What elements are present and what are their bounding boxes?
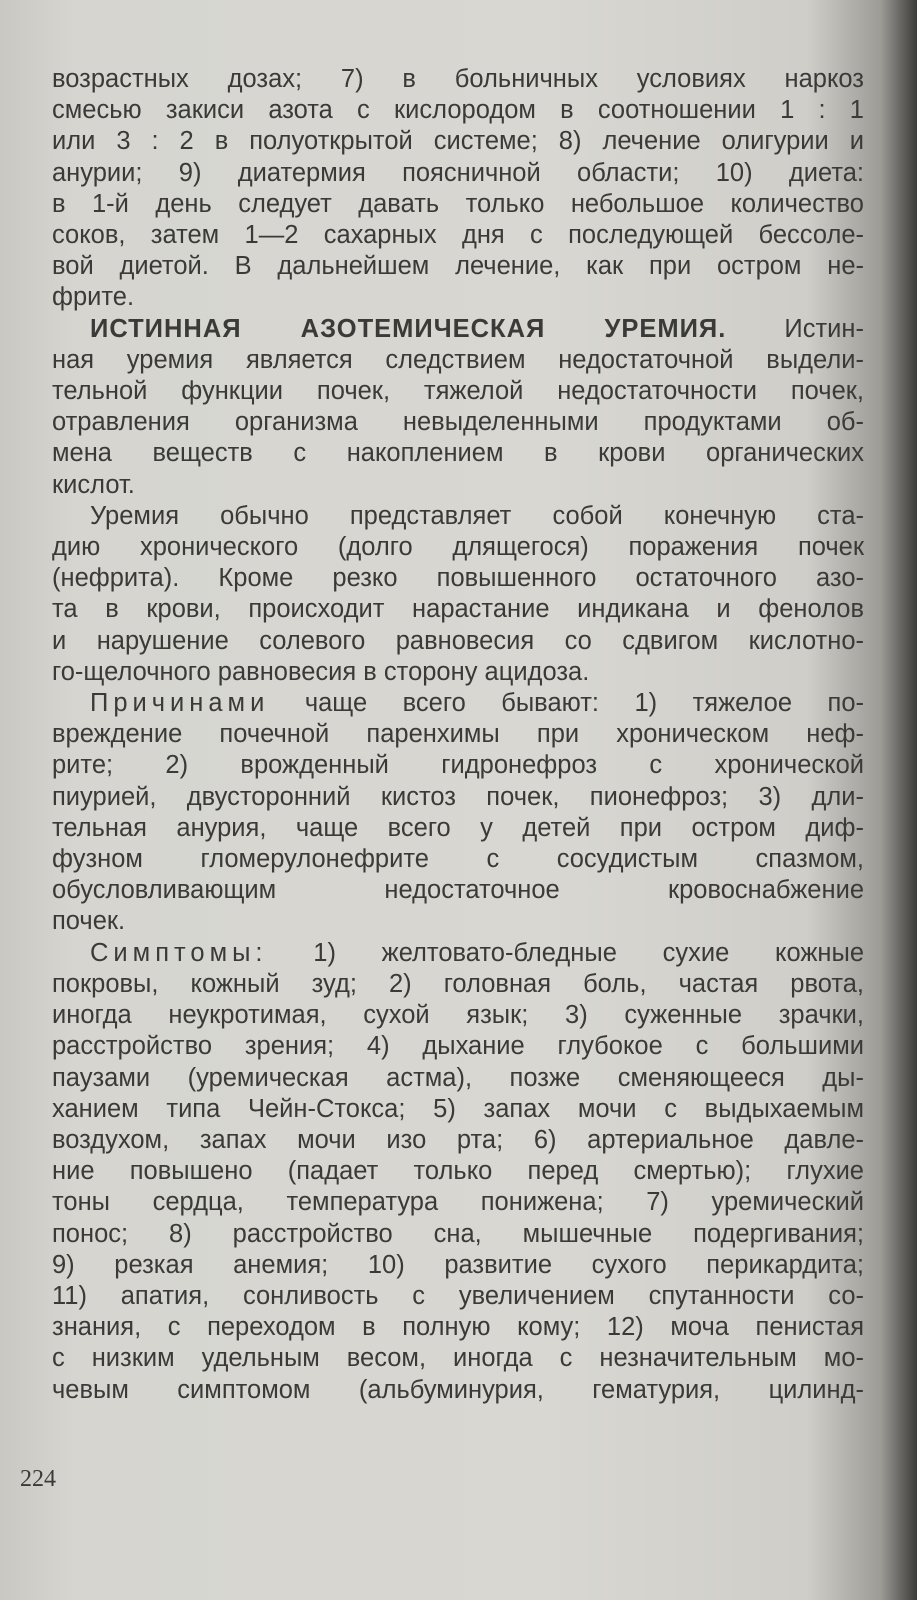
- text-line: [52, 688, 864, 719]
- text-line: расстройство зрения; 4) дыхание глубокое с большими: [52, 1032, 864, 1061]
- text-line: ние повышено (падает только перед смертью); глухие: [52, 1157, 864, 1186]
- text-line: с низким удельным весом, иногда с незначительным мо-: [52, 1344, 864, 1373]
- text-line: покровы, кожный зуд; 2) головная боль, частая рвота,: [52, 969, 864, 998]
- text-line: вреждение почечной паренхимы при хроническом неф-: [52, 720, 864, 749]
- text-line: ная уремия является следствием недостаточной выдели-: [52, 345, 864, 374]
- text-line: фрите.: [52, 283, 135, 312]
- text-line: тельная анурия, чаще всего у детей при остром диф-: [52, 813, 864, 842]
- text-line: мена веществ с накоплением в крови органических: [52, 439, 864, 468]
- text-line: вой диетой. В дальнейшем лечение, как при остром не-: [52, 252, 864, 281]
- body-text: [52, 64, 864, 1406]
- text-line: тоны сердца, температура понижена; 7) уремический: [52, 1188, 864, 1217]
- text-line: рите; 2) врожденный гидронефроз с хронической: [52, 751, 864, 780]
- text-line: ханием типа Чейн-Стокса; 5) запах мочи с выдыхаемым: [52, 1094, 864, 1123]
- text-line: дию хронического (долго длящегося) поражения почек: [52, 533, 864, 562]
- text-line: тельной функции почек, тяжелой недостаточности почек,: [52, 377, 864, 406]
- text-line: почек.: [52, 907, 126, 936]
- text-line: кислот.: [52, 470, 135, 499]
- text-line: отравления организма невыделенными продуктами об-: [52, 408, 864, 437]
- text-line: воздухом, запах мочи изо рта; 6) артериальное давле-: [52, 1125, 864, 1154]
- text-line: смесью закиси азота с кислородом в соотношении 1 : 1: [52, 96, 864, 125]
- page-number: 224: [20, 1466, 56, 1492]
- text-line: иногда неукротимая, сухой язык; 3) суженные зрачки,: [52, 1001, 864, 1030]
- section-heading-line: [52, 314, 864, 345]
- section-heading: ИСТИННАЯ АЗОТЕМИЧЕСКАЯ УРЕМИЯ.: [90, 314, 727, 343]
- text-line: понос; 8) расстройство сна, мышечные подергивания;: [52, 1219, 864, 1248]
- text-line: обусловливающим недостаточное кровоснабжение: [52, 876, 864, 905]
- text-run: Истин-: [726, 314, 864, 343]
- text-line: пиурией, двусторонний кистоз почек, пионефроз; 3) дли-: [52, 782, 864, 811]
- text-line: возрастных дозах; 7) в больничных условиях наркоз: [52, 65, 864, 93]
- text-line: и нарушение солевого равновесия со сдвигом кислотно-: [52, 626, 864, 655]
- text-line: та в крови, происходит нарастание индикана и фенолов: [52, 595, 864, 624]
- text-line: фузном гломерулонефрите с сосудистым спазмом,: [52, 845, 864, 874]
- text-line: [52, 938, 864, 969]
- text-line: анурии; 9) диатермия поясничной области; 10) диета:: [52, 158, 864, 187]
- text-line: чевым симптомом (альбуминурия, гематурия, цилинд-: [52, 1375, 864, 1404]
- spaced-term: Причинами: [90, 689, 270, 718]
- text-run: 1) желтовато-бледные сухие кожные: [267, 938, 864, 967]
- text-line: го-щелочного равновесия в сторону ацидоза.: [52, 657, 590, 686]
- text-line: 9) резкая анемия; 10) развитие сухого перикардита;: [52, 1250, 864, 1279]
- text-line: в 1-й день следует давать только небольшое количество: [52, 189, 864, 218]
- spaced-term: Симптомы:: [90, 938, 268, 967]
- text-line: 11) апатия, сонливость с увеличением спутанности со-: [52, 1281, 864, 1310]
- text-line: знания, с переходом в полную кому; 12) моча пенистая: [52, 1313, 864, 1342]
- text-run: чаще всего бывают: 1) тяжелое по-: [269, 689, 864, 718]
- text-line: или 3 : 2 в полуоткрытой системе; 8) лечение олигурии и: [52, 127, 864, 156]
- text-line: Уремия обычно представляет собой конечную ста-: [90, 501, 864, 530]
- text-line: соков, затем 1—2 сахарных дня с последующей бессоле-: [52, 221, 864, 250]
- text-line: (нефрита). Кроме резко повышенного остаточного азо-: [52, 564, 864, 593]
- text-line: паузами (уремическая астма), позже сменяющееся ды-: [52, 1063, 864, 1092]
